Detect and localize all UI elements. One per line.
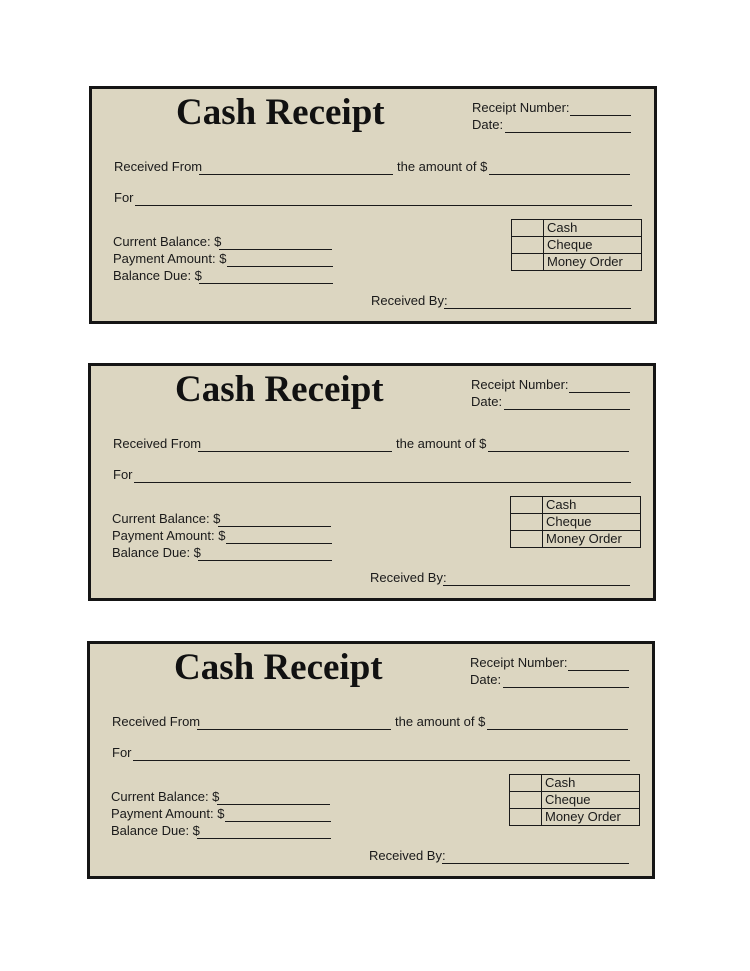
for-field[interactable] (133, 760, 630, 761)
current-balance-field[interactable] (218, 526, 331, 527)
payment-amount-field[interactable] (225, 821, 331, 822)
balance-due-label: Balance Due: $ (112, 545, 201, 560)
payment-amount-field[interactable] (227, 266, 333, 267)
receipt-number-field[interactable] (570, 115, 631, 116)
cheque-checkbox[interactable] (510, 792, 542, 809)
date-field[interactable] (503, 687, 629, 688)
cheque-label: Cheque (544, 237, 642, 254)
payment-method-table (511, 219, 642, 271)
cash-label: Cash (544, 220, 642, 237)
payment-amount-field[interactable] (226, 543, 332, 544)
received-from-label: Received From (113, 436, 202, 451)
current-balance-field[interactable] (219, 249, 332, 250)
received-by-field[interactable] (444, 308, 631, 309)
date-field[interactable] (505, 132, 631, 133)
current-balance-label: Current Balance: $ (112, 511, 221, 526)
money-order-label: Money Order (543, 531, 641, 548)
receipt-number-label: Receipt Number: (470, 655, 568, 670)
payment-method-row[interactable] (512, 220, 642, 237)
payment-method-row[interactable] (510, 792, 640, 809)
received-from-field[interactable] (198, 451, 392, 452)
payment-method-row[interactable] (511, 514, 641, 531)
payment-method-table (510, 496, 641, 548)
cheque-checkbox[interactable] (512, 237, 544, 254)
payment-method-row[interactable] (510, 809, 640, 826)
amount-label: the amount of $ (395, 714, 486, 729)
money-order-label: Money Order (542, 809, 640, 826)
receipt-number-field[interactable] (569, 392, 630, 393)
received-from-field[interactable] (197, 729, 391, 730)
current-balance-label: Current Balance: $ (111, 789, 220, 804)
amount-label: the amount of $ (397, 159, 488, 174)
balance-due-field[interactable] (198, 560, 332, 561)
balance-due-label: Balance Due: $ (113, 268, 202, 283)
cash-label: Cash (542, 775, 640, 792)
for-label: For (113, 467, 133, 482)
for-label: For (114, 190, 134, 205)
receipt-title: Cash Receipt (174, 647, 383, 688)
date-label: Date: (470, 672, 502, 687)
cheque-checkbox[interactable] (511, 514, 543, 531)
date-label: Date: (471, 394, 503, 409)
payment-method-row[interactable] (512, 237, 642, 254)
payment-amount-label: Payment Amount: $ (113, 251, 227, 266)
receipt-number-label: Receipt Number: (471, 377, 569, 392)
amount-field[interactable] (487, 729, 628, 730)
amount-field[interactable] (488, 451, 629, 452)
payment-method-row[interactable] (510, 775, 640, 792)
receipt-number-field[interactable] (568, 670, 629, 671)
cash-label: Cash (543, 497, 641, 514)
money-order-label: Money Order (544, 254, 642, 271)
money-order-checkbox[interactable] (510, 809, 542, 826)
cheque-label: Cheque (543, 514, 641, 531)
received-from-label: Received From (112, 714, 201, 729)
payment-method-table (509, 774, 640, 826)
cash-receipt-3 (87, 641, 655, 879)
receipt-number-label: Receipt Number: (472, 100, 570, 115)
current-balance-label: Current Balance: $ (113, 234, 222, 249)
payment-method-row[interactable] (511, 531, 641, 548)
date-label: Date: (472, 117, 504, 132)
cash-receipt-1 (89, 86, 657, 324)
amount-label: the amount of $ (396, 436, 487, 451)
received-by-label: Received By: (371, 293, 448, 308)
amount-field[interactable] (489, 174, 630, 175)
cash-checkbox[interactable] (511, 497, 543, 514)
payment-method-row[interactable] (511, 497, 641, 514)
receipt-title: Cash Receipt (176, 92, 385, 133)
balance-due-label: Balance Due: $ (111, 823, 200, 838)
for-field[interactable] (135, 205, 632, 206)
money-order-checkbox[interactable] (512, 254, 544, 271)
received-by-field[interactable] (443, 585, 630, 586)
balance-due-field[interactable] (199, 283, 333, 284)
for-label: For (112, 745, 132, 760)
for-field[interactable] (134, 482, 631, 483)
cash-receipt-2 (88, 363, 656, 601)
date-field[interactable] (504, 409, 630, 410)
received-from-label: Received From (114, 159, 203, 174)
received-from-field[interactable] (199, 174, 393, 175)
receipt-title: Cash Receipt (175, 369, 384, 410)
payment-amount-label: Payment Amount: $ (111, 806, 225, 821)
received-by-field[interactable] (442, 863, 629, 864)
received-by-label: Received By: (369, 848, 446, 863)
received-by-label: Received By: (370, 570, 447, 585)
cheque-label: Cheque (542, 792, 640, 809)
current-balance-field[interactable] (217, 804, 330, 805)
payment-amount-label: Payment Amount: $ (112, 528, 226, 543)
payment-method-row[interactable] (512, 254, 642, 271)
balance-due-field[interactable] (197, 838, 331, 839)
cash-checkbox[interactable] (510, 775, 542, 792)
cash-checkbox[interactable] (512, 220, 544, 237)
money-order-checkbox[interactable] (511, 531, 543, 548)
